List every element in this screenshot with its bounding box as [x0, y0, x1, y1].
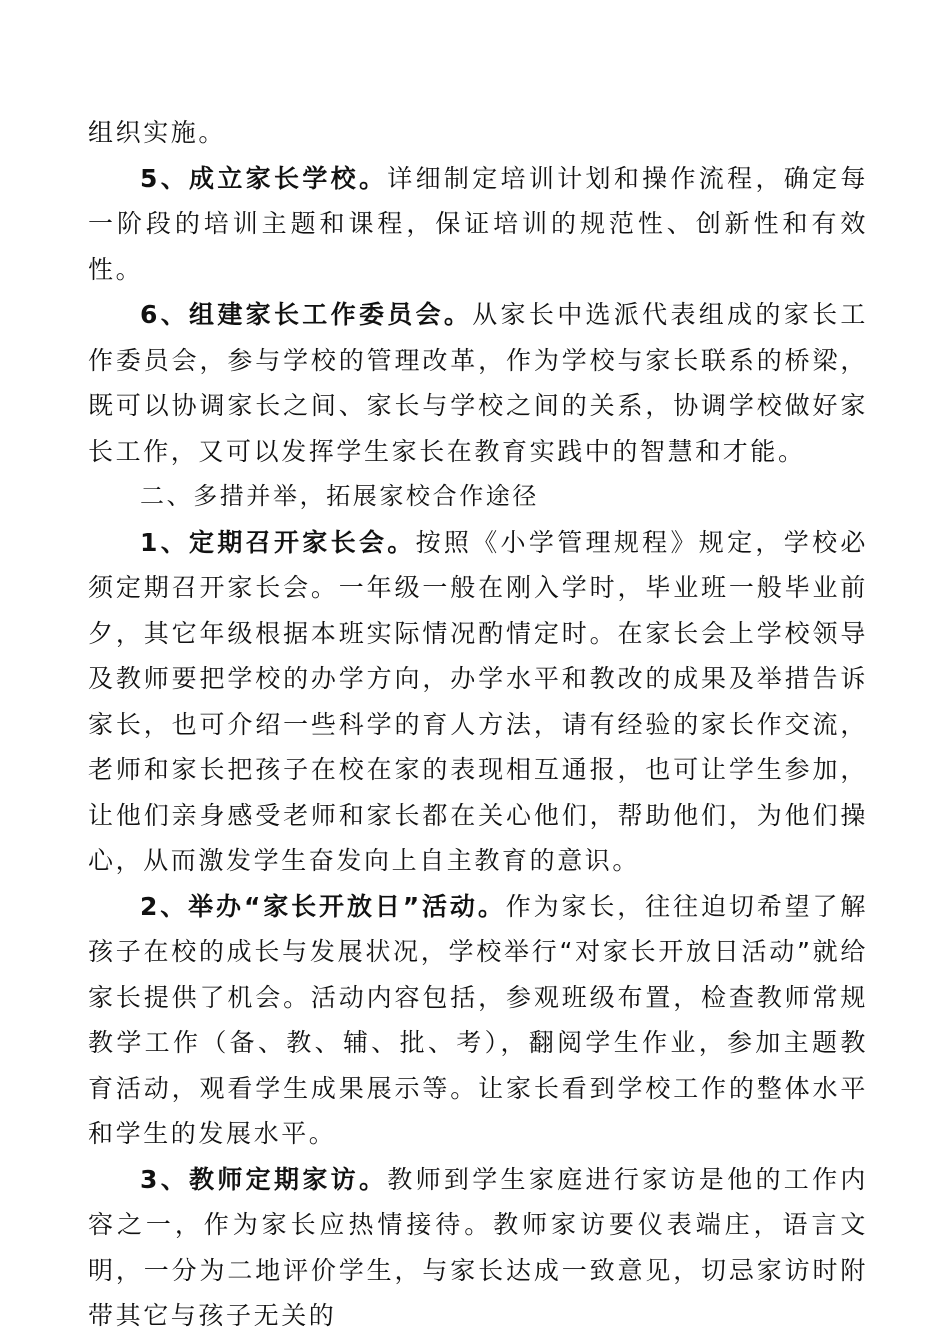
- paragraph-parent-school: [88, 156, 868, 293]
- paragraph-text: 按照《小学管理规程》规定，学校必须定期召开家长会。一年级一般在刚入学时，毕业班一般毕业前夕，其它年级根据本班实际情况酌情定时。在家长会上学校领导及教师要把学校的办学方向，办学水平和教改的成果及举措告诉家长，也可介绍一些科学的育人方法，请有经验的家长作交流，老师和家长把孩子在校在家的表现相互通报，也可让学生参加，让他们亲身感受老师和家长都在关心他们，帮助他们，为他们操心，从而激发学生奋发向上自主教育的意识。: [88, 527, 868, 875]
- paragraph-home-visit: [88, 1157, 868, 1339]
- paragraph-lead: 2、举办“家长开放日”活动。: [140, 891, 506, 921]
- paragraph-text: 教师到学生家庭进行家访是他的工作内容之一，作为家长应热情接待。教师家访要仪表端庄，语言文明，一分为二地评价学生，与家长达成一致意见，切忌家访时附带其它与孩子无关的: [88, 1164, 869, 1330]
- paragraph-text: 详细制定培训计划和操作流程，确定每一阶段的培训主题和课程，保证培训的规范性、创新性和有效性。: [88, 163, 869, 284]
- paragraph-open-day: [88, 884, 868, 1157]
- paragraph-lead: 1、定期召开家长会。: [140, 527, 416, 557]
- paragraph-lead: 3、教师定期家访。: [140, 1164, 388, 1194]
- paragraph-parent-meeting: [88, 520, 868, 884]
- paragraph-lead: 6、组建家长工作委员会。: [140, 300, 473, 329]
- paragraph-text: 组织实施。: [88, 118, 227, 147]
- paragraph-text: 从家长中选派代表组成的家长工作委员会，参与学校的管理改革，作为学校与家长联系的桥梁，既可以协调家长之间、家长与学校之间的关系，协调学校做好家长工作，又可以发挥学生家长在教育实践中的智慧和才能。: [88, 300, 868, 466]
- paragraph-lead: 5、成立家长学校。: [140, 163, 388, 193]
- document-page: [88, 110, 868, 1339]
- paragraph-continuation: [88, 110, 868, 156]
- paragraph-parent-committee: [88, 292, 868, 474]
- section-heading: 二、多措并举，拓展家校合作途径: [140, 482, 539, 510]
- paragraph-text: 作为家长，往往迫切希望了解孩子在校的成长与发展状况，学校举行“对家长开放日活动”就给家长提供了机会。活动内容包括，参观班级布置，检查教师常规教学工作（备、教、辅、批、考），翻阅学生作业，参加主题教育活动，观看学生成果展示等。让家长看到学校工作的整体水平和学生的发展水平。: [88, 891, 868, 1148]
